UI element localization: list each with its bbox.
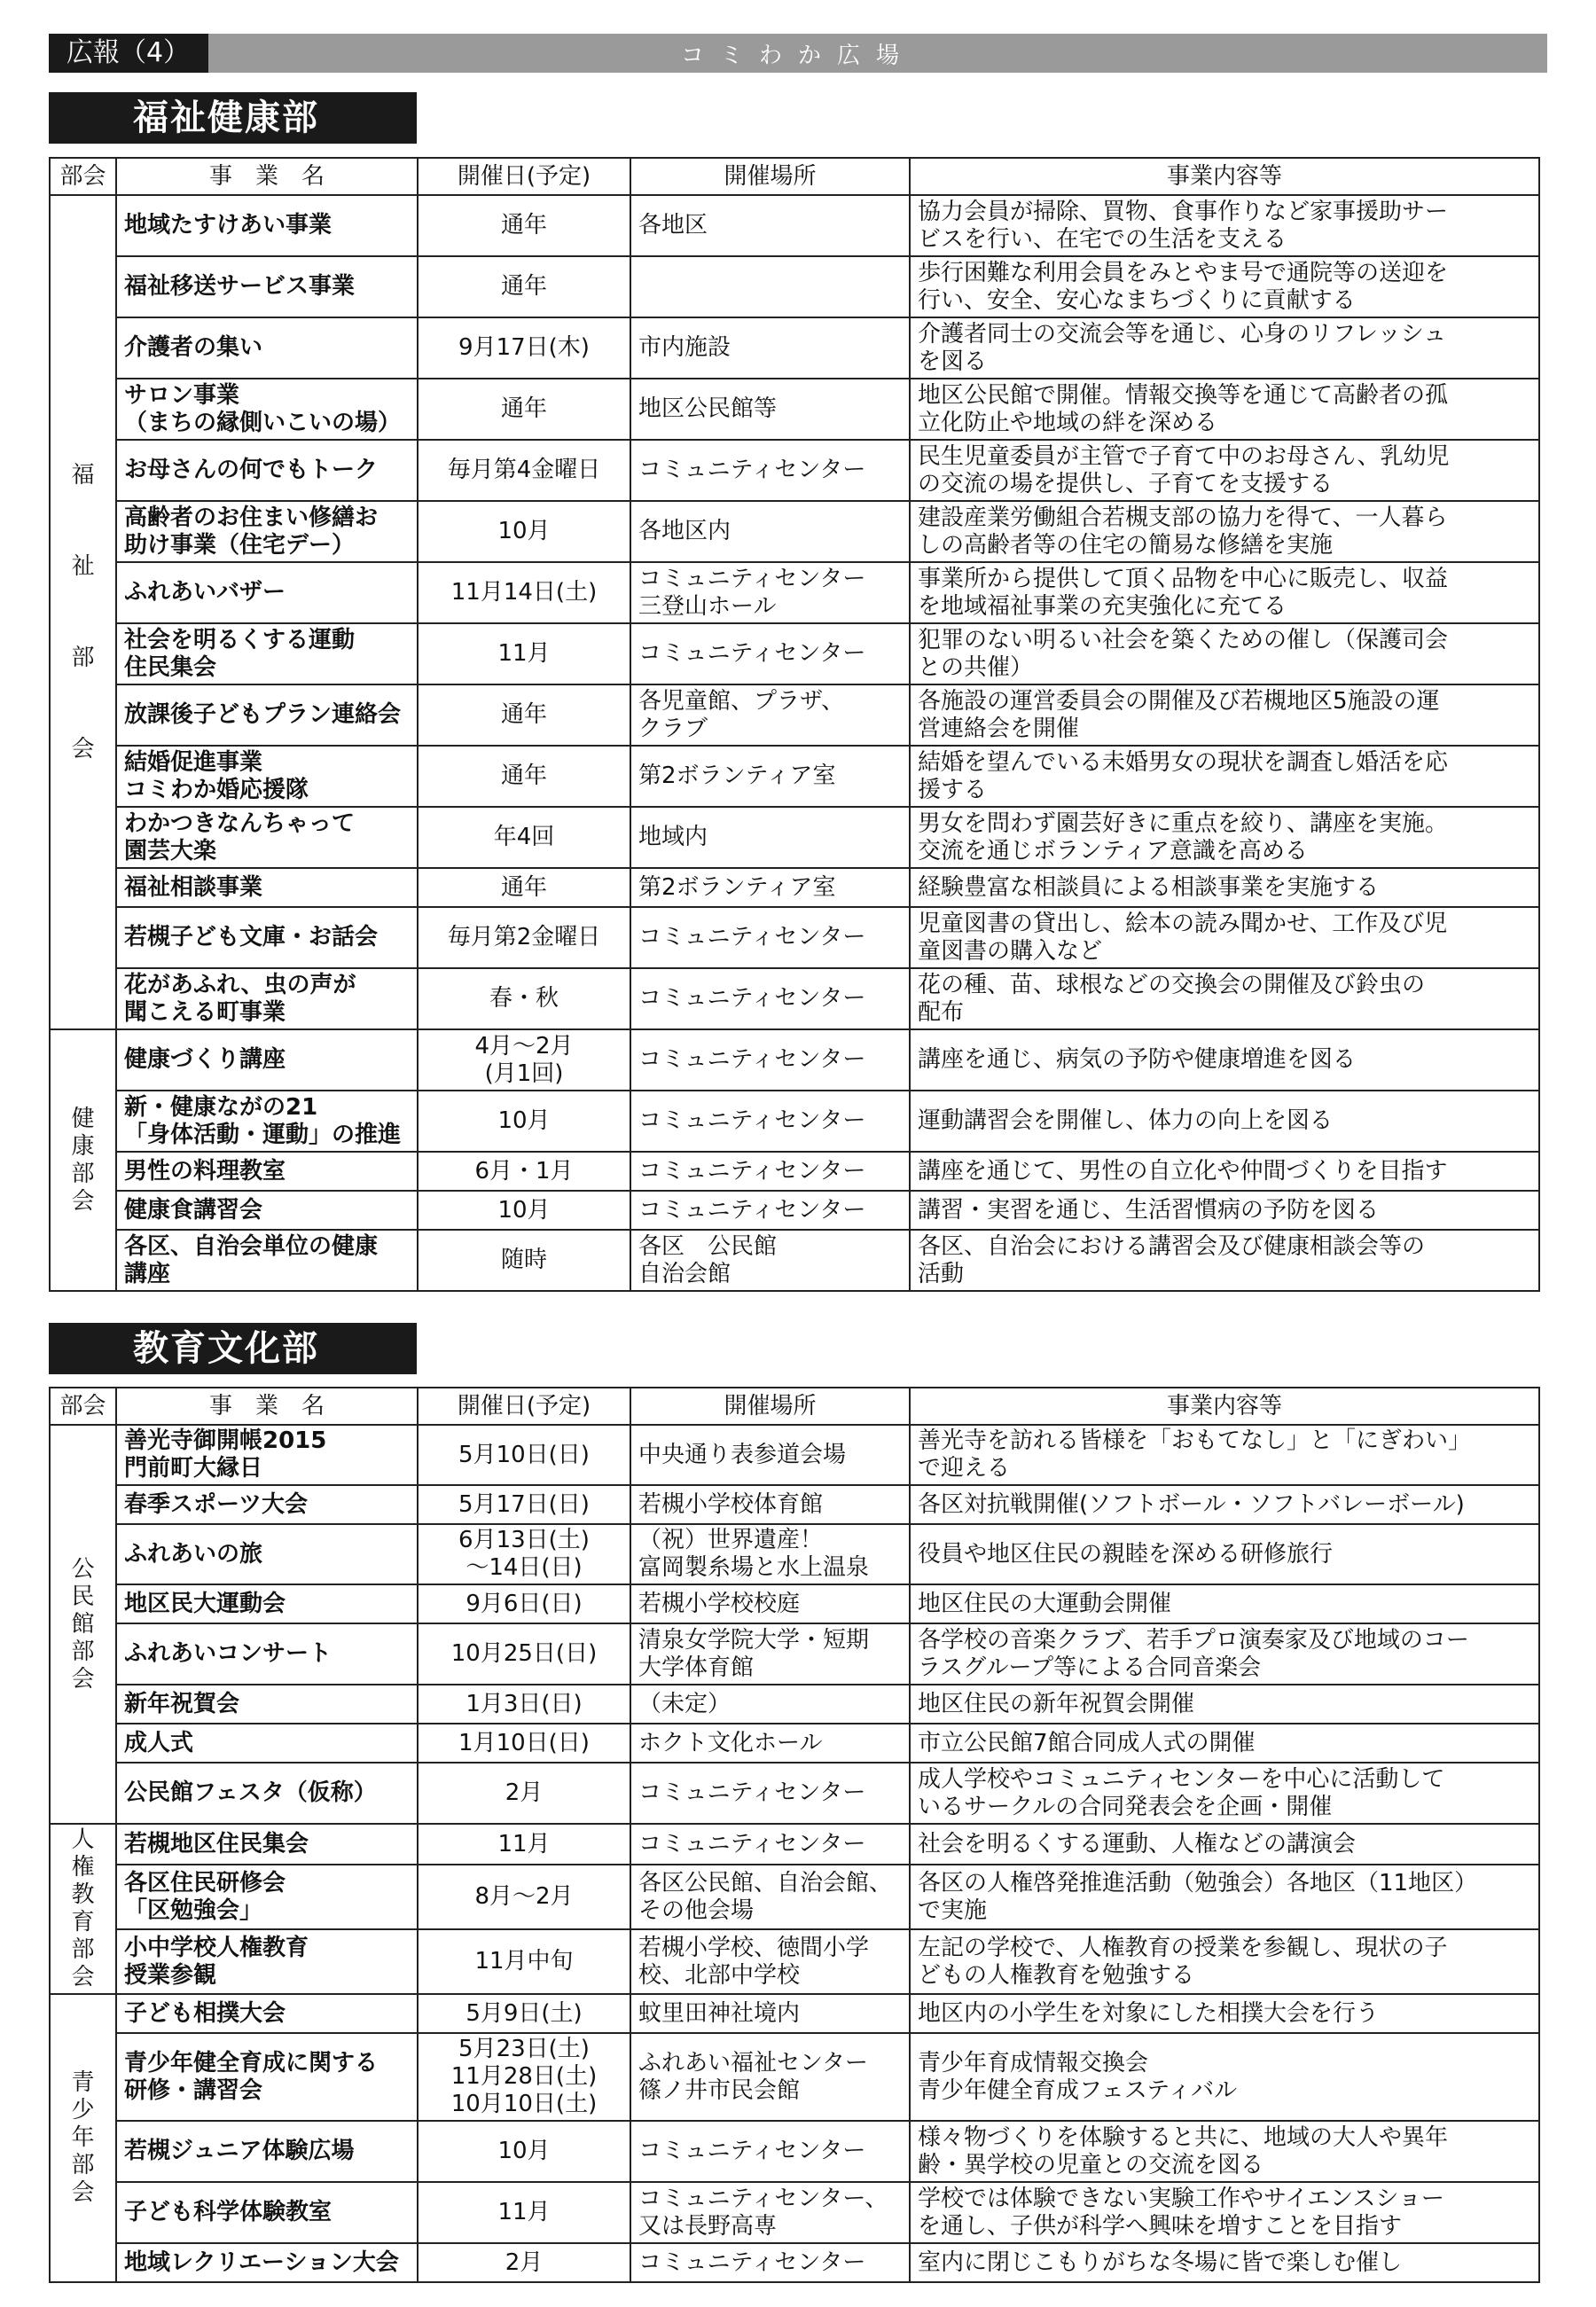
table-row — [50, 746, 1539, 807]
table-row — [50, 1029, 1539, 1091]
schedule-date: 11月14日(土) — [418, 562, 630, 623]
newsletter-title: コミわか広場 — [680, 42, 915, 69]
description: 様々物づくりを体験すると共に、地域の大人や異年 齢・異学校の児童との交流を図る — [910, 2121, 1539, 2182]
department-label-char: 教 — [71, 1881, 95, 1908]
schedule-date: 年4回 — [418, 807, 630, 868]
section-title-welfare: 福祉健康部 — [49, 92, 417, 144]
department-label — [50, 1029, 116, 1291]
page-header — [49, 34, 1547, 73]
department-label-char: 部 — [71, 644, 95, 671]
table-row — [50, 1824, 1539, 1865]
department-label-char: 部 — [71, 1638, 95, 1665]
schedule-date: 通年 — [418, 195, 630, 256]
department-label — [50, 1425, 116, 1824]
venue: 各区公民館、自治会館、 その他会場 — [630, 1865, 910, 1929]
project-name: 各区住民研修会 「区勉強会」 — [116, 1865, 418, 1929]
table-row — [50, 1524, 1539, 1584]
schedule-date: 5月9日(土) — [418, 1994, 630, 2033]
table-row — [50, 1584, 1539, 1623]
table-row — [50, 2182, 1539, 2243]
schedule-date: 8月～2月 — [418, 1865, 630, 1929]
department-label-char: 育 — [71, 1909, 95, 1936]
venue: 中央通り表参道会場 — [630, 1425, 910, 1485]
venue: コミュニティセンター、 又は長野高専 — [630, 2182, 910, 2243]
table-row — [50, 807, 1539, 868]
table-row — [50, 1152, 1539, 1191]
schedule-date: 春・秋 — [418, 968, 630, 1029]
table-row — [50, 195, 1539, 256]
department-label — [50, 195, 116, 1029]
column-header: 事業内容等 — [910, 158, 1539, 195]
project-name: 健康づくり講座 — [116, 1029, 418, 1091]
description: 結婚を望んでいる未婚男女の現状を調査し婚活を応 援する — [910, 746, 1539, 807]
project-name: わかつきなんちゃって 園芸大楽 — [116, 807, 418, 868]
table-row — [50, 256, 1539, 317]
table-row — [50, 1763, 1539, 1824]
project-name: 成人式 — [116, 1724, 418, 1763]
description: 犯罪のない明るい社会を築くための催し（保護司会 との共催） — [910, 623, 1539, 684]
schedule-date: 毎月第2金曜日 — [418, 907, 630, 968]
project-name: 介護者の集い — [116, 317, 418, 379]
venue: コミュニティセンター — [630, 1763, 910, 1824]
venue: 若槻小学校、徳間小学 校、北部中学校 — [630, 1929, 910, 1994]
project-name: 春季スポーツ大会 — [116, 1485, 418, 1524]
issue-label: 広報（4） — [49, 34, 208, 73]
venue: コミュニティセンター — [630, 1824, 910, 1865]
department-label-char: 会 — [71, 1187, 95, 1215]
description: 各学校の音楽クラブ、若手プロ演奏家及び地域のコー ラスグループ等による合同音楽会 — [910, 1623, 1539, 1685]
table-row — [50, 1724, 1539, 1763]
table-header-row — [50, 158, 1539, 195]
description: 歩行困難な利用会員をみとやま号で通院等の送迎を 行い、安全、安心なまちづくりに貢献する — [910, 256, 1539, 317]
project-name: 男性の料理教室 — [116, 1152, 418, 1191]
department-label-char: 健 — [71, 1105, 95, 1132]
table-row — [50, 1865, 1539, 1929]
project-name: 結婚促進事業 コミわか婚応援隊 — [116, 746, 418, 807]
project-name: 花があふれ、虫の声が 聞こえる町事業 — [116, 968, 418, 1029]
venue: 清泉女学院大学・短期 大学体育館 — [630, 1623, 910, 1685]
venue: 第2ボランティア室 — [630, 746, 910, 807]
description: 地区公民館で開催。情報交換等を通じて高齢者の孤 立化防止や地域の絆を深める — [910, 379, 1539, 440]
table-row — [50, 868, 1539, 907]
schedule-date: 10月 — [418, 1091, 630, 1152]
project-name: 地区民大運動会 — [116, 1584, 418, 1623]
description: 事業所から提供して頂く品物を中心に販売し、収益 を地域福祉事業の充実強化に充てる — [910, 562, 1539, 623]
description: 社会を明るくする運動、人権などの講演会 — [910, 1824, 1539, 1865]
venue: コミュニティセンター — [630, 907, 910, 968]
schedule-date: 10月 — [418, 2121, 630, 2182]
description: 運動講習会を開催し、体力の向上を図る — [910, 1091, 1539, 1152]
schedule-date: 6月・1月 — [418, 1152, 630, 1191]
venue: 地区公民館等 — [630, 379, 910, 440]
schedule-date: 9月17日(木) — [418, 317, 630, 379]
description: 各施設の運営委員会の開催及び若槻地区5施設の運 営連絡会を開催 — [910, 684, 1539, 746]
venue: （未定） — [630, 1685, 910, 1724]
schedule-date: 11月 — [418, 623, 630, 684]
project-name: 福祉移送サービス事業 — [116, 256, 418, 317]
project-name: 公民館フェスタ（仮称） — [116, 1763, 418, 1824]
project-name: サロン事業 （まちの縁側いこいの場） — [116, 379, 418, 440]
table-row — [50, 1191, 1539, 1230]
project-name: お母さんの何でもトーク — [116, 440, 418, 501]
venue: コミュニティセンター — [630, 1191, 910, 1230]
description: 各区、自治会における講習会及び健康相談会等の 活動 — [910, 1230, 1539, 1291]
column-header: 開催場所 — [630, 1388, 910, 1425]
table-row — [50, 440, 1539, 501]
table-row — [50, 684, 1539, 746]
table-row — [50, 2033, 1539, 2121]
department-label-char: 少 — [71, 2097, 95, 2123]
description: 講座を通じ、病気の予防や健康増進を図る — [910, 1029, 1539, 1091]
department-label-char: 青 — [71, 2069, 95, 2096]
schedule-date: 通年 — [418, 746, 630, 807]
project-name: 若槻ジュニア体験広場 — [116, 2121, 418, 2182]
department-label-char: 公 — [71, 1555, 95, 1583]
venue: コミュニティセンター — [630, 1091, 910, 1152]
project-name: 若槻子ども文庫・お話会 — [116, 907, 418, 968]
project-name: 高齢者のお住まい修繕お 助け事業（住宅デー） — [116, 501, 418, 562]
department-label-char: 祉 — [71, 552, 95, 580]
project-name: ふれあいバザー — [116, 562, 418, 623]
department-label-char: 部 — [71, 1160, 95, 1187]
department-label-char: 部 — [71, 2152, 95, 2178]
schedule-date: 10月 — [418, 1191, 630, 1230]
department-label-char: 会 — [71, 1964, 95, 1990]
description: 青少年育成情報交換会 青少年健全育成フェスティバル — [910, 2033, 1539, 2121]
department-label — [50, 1994, 116, 2282]
table-row — [50, 968, 1539, 1029]
department-label-char: 民 — [71, 1583, 95, 1610]
department-label-char: 会 — [71, 1665, 95, 1693]
schedule-date: 通年 — [418, 868, 630, 907]
project-name: 善光寺御開帳2015 門前町大縁日 — [116, 1425, 418, 1485]
description: 経験豊富な相談員による相談事業を実施する — [910, 868, 1539, 907]
schedule-date: 10月 — [418, 501, 630, 562]
schedule-date: 5月23日(土) 11月28日(土) 10月10日(土) — [418, 2033, 630, 2121]
description: 地区住民の新年祝賀会開催 — [910, 1685, 1539, 1724]
description: 建設産業労働組合若槻支部の協力を得て、一人暮ら しの高齢者等の住宅の簡易な修繕を実施 — [910, 501, 1539, 562]
schedule-date: 4月～2月 (月1回) — [418, 1029, 630, 1091]
department-label-char: 部 — [71, 1936, 95, 1963]
description: 男女を問わず園芸好きに重点を絞り、講座を実施。 交流を通じボランティア意識を高める — [910, 807, 1539, 868]
venue — [630, 256, 910, 317]
venue: 市内施設 — [630, 317, 910, 379]
description: 地区住民の大運動会開催 — [910, 1584, 1539, 1623]
venue: ふれあい福祉センター 篠ノ井市民会館 — [630, 2033, 910, 2121]
education-schedule-table — [49, 1387, 1540, 2283]
project-name: 青少年健全育成に関する 研修・講習会 — [116, 2033, 418, 2121]
department-label-char: 権 — [71, 1854, 95, 1881]
description: 民生児童委員が主管で子育て中のお母さん、乳幼児 の交流の場を提供し、子育てを支援する — [910, 440, 1539, 501]
description: 室内に閉じこもりがちな冬場に皆で楽しむ催し — [910, 2243, 1539, 2282]
schedule-date: 随時 — [418, 1230, 630, 1291]
description: 児童図書の貸出し、絵本の読み聞かせ、工作及び児 童図書の購入など — [910, 907, 1539, 968]
department-label-char: 福 — [71, 461, 95, 489]
description: 講座を通じて、男性の自立化や仲間づくりを目指す — [910, 1152, 1539, 1191]
table-row — [50, 501, 1539, 562]
department-label-char: 会 — [71, 2179, 95, 2206]
table-row — [50, 379, 1539, 440]
column-header: 開催日(予定) — [418, 158, 630, 195]
venue: コミュニティセンター — [630, 440, 910, 501]
schedule-date: 2月 — [418, 1763, 630, 1824]
venue: コミュニティセンター — [630, 2121, 910, 2182]
table-row — [50, 1425, 1539, 1485]
schedule-date: 通年 — [418, 256, 630, 317]
venue: 若槻小学校校庭 — [630, 1584, 910, 1623]
schedule-date: 11月 — [418, 1824, 630, 1865]
venue: コミュニティセンター 三登山ホール — [630, 562, 910, 623]
venue: コミュニティセンター — [630, 1152, 910, 1191]
schedule-date: 11月中旬 — [418, 1929, 630, 1994]
description: 成人学校やコミュニティセンターを中心に活動して いるサークルの合同発表会を企画・開催 — [910, 1763, 1539, 1824]
department-label-char: 康 — [71, 1132, 95, 1160]
table-row — [50, 2121, 1539, 2182]
venue: 蚊里田神社境内 — [630, 1994, 910, 2033]
venue: コミュニティセンター — [630, 623, 910, 684]
schedule-date: 毎月第4金曜日 — [418, 440, 630, 501]
schedule-date: 5月17日(日) — [418, 1485, 630, 1524]
description: 介護者同士の交流会等を通じ、心身のリフレッシュ を図る — [910, 317, 1539, 379]
column-header: 事 業 名 — [116, 158, 418, 195]
table-row — [50, 317, 1539, 379]
venue: コミュニティセンター — [630, 1029, 910, 1091]
project-name: 小中学校人権教育 授業参観 — [116, 1929, 418, 1994]
table-header-row — [50, 1388, 1539, 1425]
table-row — [50, 1685, 1539, 1724]
section-title-education: 教育文化部 — [49, 1323, 417, 1374]
column-header: 部会 — [50, 158, 116, 195]
venue: 各児童館、プラザ、 クラブ — [630, 684, 910, 746]
project-name: 地域レクリエーション大会 — [116, 2243, 418, 2282]
venue: 若槻小学校体育館 — [630, 1485, 910, 1524]
department-label — [50, 1824, 116, 1994]
project-name: ふれあいコンサート — [116, 1623, 418, 1685]
column-header: 部会 — [50, 1388, 116, 1425]
description: 協力会員が掃除、買物、食事作りなど家事援助サー ビスを行い、在宅での生活を支える — [910, 195, 1539, 256]
table-row — [50, 2243, 1539, 2282]
venue: 各区 公民館 自治会館 — [630, 1230, 910, 1291]
schedule-date: 通年 — [418, 379, 630, 440]
description: 左記の学校で、人権教育の授業を参観し、現状の子 どもの人権教育を勉強する — [910, 1929, 1539, 1994]
project-name: 社会を明るくする運動 住民集会 — [116, 623, 418, 684]
description: 善光寺を訪れる皆様を「おもてなし」と「にぎわい」 で迎える — [910, 1425, 1539, 1485]
project-name: 健康食講習会 — [116, 1191, 418, 1230]
project-name: 新・健康ながの21 「身体活動・運動」の推進 — [116, 1091, 418, 1152]
table-row — [50, 623, 1539, 684]
table-row — [50, 1994, 1539, 2033]
department-label-char: 人 — [71, 1826, 95, 1853]
table-row — [50, 1230, 1539, 1291]
table-row — [50, 907, 1539, 968]
department-label-char: 年 — [71, 2124, 95, 2151]
project-name: ふれあいの旅 — [116, 1524, 418, 1584]
column-header: 開催場所 — [630, 158, 910, 195]
department-label-char: 館 — [71, 1610, 95, 1638]
schedule-date: 10月25日(日) — [418, 1623, 630, 1685]
column-header: 事業内容等 — [910, 1388, 1539, 1425]
description: 市立公民館7館合同成人式の開催 — [910, 1724, 1539, 1763]
project-name: 新年祝賀会 — [116, 1685, 418, 1724]
schedule-date: 5月10日(日) — [418, 1425, 630, 1485]
department-label-char: 会 — [71, 735, 95, 762]
schedule-date: 通年 — [418, 684, 630, 746]
description: 各区対抗戦開催(ソフトボール・ソフトバレーボール) — [910, 1485, 1539, 1524]
project-name: 子ども相撲大会 — [116, 1994, 418, 2033]
venue: 各地区内 — [630, 501, 910, 562]
project-name: 福祉相談事業 — [116, 868, 418, 907]
table-row — [50, 1091, 1539, 1152]
venue: 第2ボランティア室 — [630, 868, 910, 907]
venue: （祝）世界遺産！ 富岡製糸場と水上温泉 — [630, 1524, 910, 1584]
venue: コミュニティセンター — [630, 2243, 910, 2282]
schedule-date: 6月13日(土) ～14日(日) — [418, 1524, 630, 1584]
description: 地区内の小学生を対象にした相撲大会を行う — [910, 1994, 1539, 2033]
venue: コミュニティセンター — [630, 968, 910, 1029]
table-row — [50, 1623, 1539, 1685]
venue: ホクト文化ホール — [630, 1724, 910, 1763]
table-row — [50, 1929, 1539, 1994]
description: 各区の人権啓発推進活動（勉強会）各地区（11地区） で実施 — [910, 1865, 1539, 1929]
schedule-date: 9月6日(日) — [418, 1584, 630, 1623]
description: 花の種、苗、球根などの交換会の開催及び鈴虫の 配布 — [910, 968, 1539, 1029]
project-name: 地域たすけあい事業 — [116, 195, 418, 256]
schedule-date: 1月10日(日) — [418, 1724, 630, 1763]
project-name: 子ども科学体験教室 — [116, 2182, 418, 2243]
venue: 各地区 — [630, 195, 910, 256]
welfare-schedule-table — [49, 157, 1540, 1292]
table-row — [50, 1485, 1539, 1524]
column-header: 開催日(予定) — [418, 1388, 630, 1425]
column-header: 事 業 名 — [116, 1388, 418, 1425]
project-name: 若槻地区住民集会 — [116, 1824, 418, 1865]
description: 講習・実習を通じ、生活習慣病の予防を図る — [910, 1191, 1539, 1230]
project-name: 放課後子どもプラン連絡会 — [116, 684, 418, 746]
table-row — [50, 562, 1539, 623]
description: 役員や地区住民の親睦を深める研修旅行 — [910, 1524, 1539, 1584]
schedule-date: 11月 — [418, 2182, 630, 2243]
schedule-date: 2月 — [418, 2243, 630, 2282]
description: 学校では体験できない実験工作やサイエンスショー を通し、子供が科学へ興味を増すことを目指す — [910, 2182, 1539, 2243]
venue: 地域内 — [630, 807, 910, 868]
project-name: 各区、自治会単位の健康 講座 — [116, 1230, 418, 1291]
schedule-date: 1月3日(日) — [418, 1685, 630, 1724]
